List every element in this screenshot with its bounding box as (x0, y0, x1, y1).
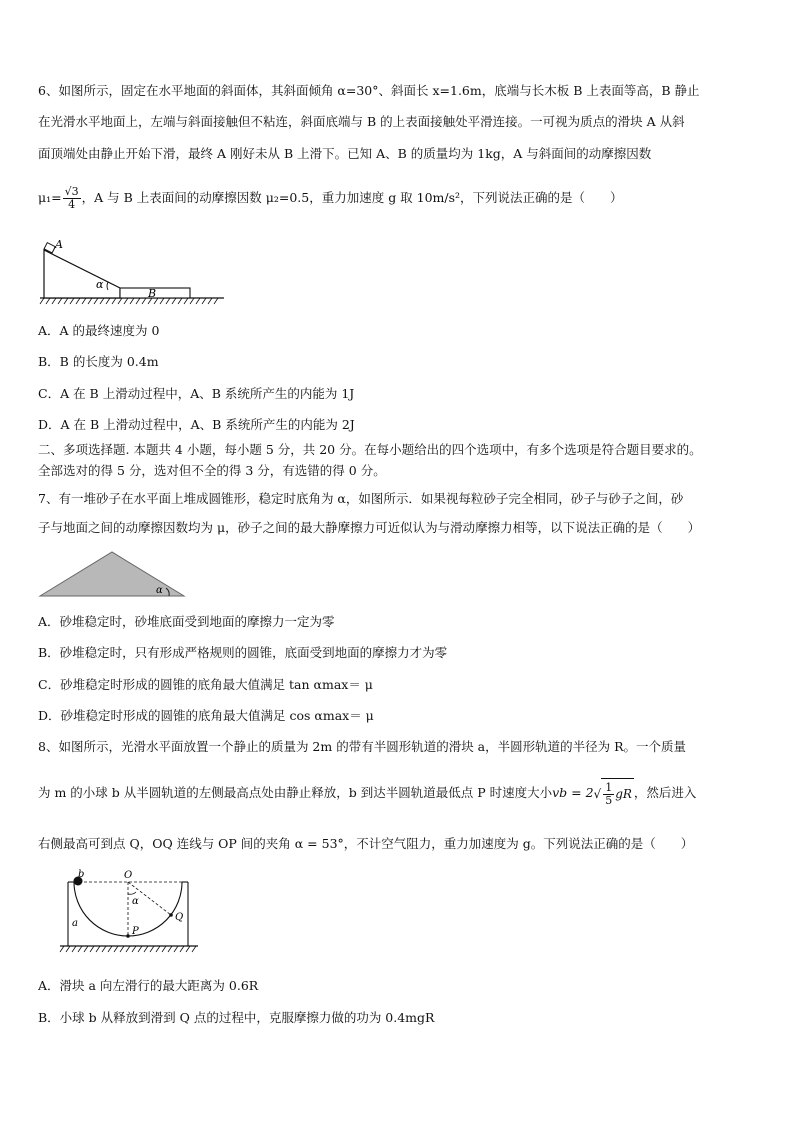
q7-line-1: 7、有一堆砂子在水平面上堆成圆锥形，稳定时底角为 α，如图所示．如果视每粒砂子完全相同，砂子与砂子之间，砂 (38, 491, 684, 506)
q6-option-d: D．A 在 B 上滑动过程中，A、B 系统所产生的内能为 2J (38, 417, 355, 432)
mu1-denominator: 4 (68, 198, 76, 211)
fig7-label-alpha: α (156, 585, 163, 596)
fig8-label-b: b (78, 869, 85, 880)
q6-line-2: 在光滑水平地面上，左端与斜面接触但不粘连，斜面底端与 B 的上表面接触处平滑连接。一可视为质点的滑块 A 从斜 (38, 114, 685, 129)
q7-option-c: C．砂堆稳定时形成的圆锥的底角最大值满足 tan αmax＝ μ (38, 677, 373, 692)
mu1-label: μ₁= (38, 190, 62, 205)
fig8-label-o: O (124, 870, 133, 881)
q8-line-2-pre: 为 m 的小球 b 从半圆轨道的左侧最高点处由静止释放，b 到达半圆轨道最低点 P 时速度大小 (38, 785, 553, 800)
q6-line-1: 6、如图所示，固定在水平地面的斜面体，其斜面倾角 α=30°、斜面长 x=1.6m，底端与长木板 B 上表面等高，B 静止 (38, 83, 700, 98)
vb-expr-tail: gR (615, 787, 632, 801)
mu1-fraction (63, 186, 81, 211)
vb-expression-lhs: vb = 2 (552, 785, 594, 800)
mu1-numerator: √3 (64, 185, 79, 198)
vb-frac-numerator: 1 (605, 781, 613, 794)
q6-line-4-rest: ，A 与 B 上表面间的动摩擦因数 μ₂=0.5，重力加速度 g 取 10m/s²，下列说法正确的是（ ） (81, 190, 623, 205)
q6-option-b: B．B 的长度为 0.4m (38, 354, 159, 369)
fig6-label-a: A (55, 238, 63, 251)
q6-line-3: 面顶端处由静止开始下滑，最终 A 刚好未从 B 上滑下。已知 A、B 的质量均为 1kg，A 与斜面间的动摩擦因数 (38, 146, 652, 161)
q8-option-a: A．滑块 a 向左滑行的最大距离为 0.6R (38, 978, 259, 993)
q7-sand-cone-figure (38, 548, 188, 600)
fig8-label-p: P (132, 926, 139, 937)
section2-line-2: 全部选对的得 5 分，选对但不全的得 3 分，有选错的得 0 分。 (38, 463, 386, 478)
q7-option-d: D．砂堆稳定时形成的圆锥的底角最大值满足 cos αmax＝ μ (38, 708, 374, 723)
q6-option-c: C．A 在 B 上滑动过程中，A、B 系统所产生的内能为 1J (38, 386, 355, 401)
section2-line-1: 二、多项选择题. 本题共 4 小题，每小题 5 分，共 20 分。在每小题给出的四个选项中，有多个选项是符合题目要求的。 (38, 442, 702, 457)
q8-line-2-post: ，然后进入 (633, 785, 697, 800)
fig8-label-a: a (72, 918, 78, 929)
fig8-label-q: Q (175, 912, 184, 923)
fig6-label-alpha: α (96, 278, 104, 291)
q7-line-2: 子与地面之间的动摩擦因数均为 μ，砂子之间的最大静摩擦力可近似认为与滑动摩擦力相等，以下说法正确的是（ ） (38, 520, 701, 535)
q8-option-b: B．小球 b 从释放到滑到 Q 点的过程中，克服摩擦力做的功为 0.4mgR (38, 1010, 435, 1025)
q8-semicircle-figure (38, 868, 210, 958)
q8-line-2 (38, 778, 696, 809)
q6-line-4 (38, 184, 623, 212)
q8-line-1: 8、如图所示，光滑水平面放置一个静止的质量为 2m 的带有半圆形轨道的滑块 a，半圆形轨道的半径为 R。一个质量 (38, 739, 687, 754)
q6-option-a: A．A 的最终速度为 0 (38, 323, 160, 338)
q7-option-b: B．砂堆稳定时，只有形成严格规则的圆锥，底面受到地面的摩擦力才为零 (38, 645, 448, 660)
q7-option-a: A．砂堆稳定时，砂堆底面受到地面的摩擦力一定为零 (38, 614, 335, 629)
vb-sqrt: √ $\frac{1}{5}$ gR (594, 778, 634, 809)
q6-incline-figure (38, 236, 228, 308)
fig8-label-alpha: α (132, 896, 139, 907)
vb-frac-denominator: 5 (605, 794, 613, 807)
fig6-label-b: B (148, 287, 157, 300)
q8-line-3: 右侧最高可到点 Q，OQ 连线与 OP 间的夹角 α = 53°，不计空气阻力，重力加速度为 g。下列说法正确的是（ ） (38, 836, 694, 851)
